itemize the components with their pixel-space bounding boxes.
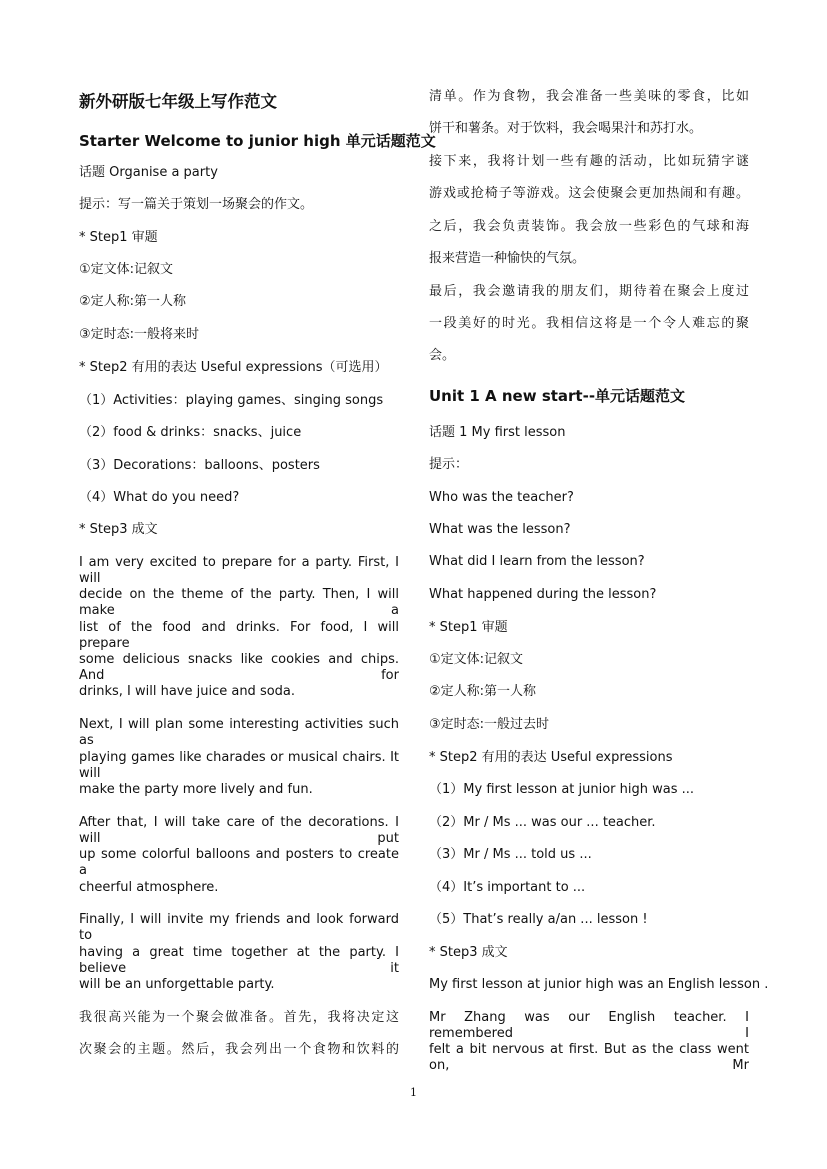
text-line: ②定人称:第一人称 [79, 294, 187, 309]
text-line: cheerful atmosphere. [79, 880, 219, 895]
text-line: 清单。作为食物，我会准备一些美味的零食，比如 [429, 89, 749, 104]
text-line: （5）That’s really a/an ... lesson ! [429, 912, 648, 927]
text-line: I am very excited to prepare for a party. First, I will [79, 555, 399, 586]
text-line: * Step2 有用的表达 Useful expressions（可选用） [79, 360, 388, 375]
text-line: My first lesson at junior high was an English lesson . [429, 977, 769, 992]
text-line: 饼干和薯条。对于饮料，我会喝果汁和苏打水。 [429, 121, 703, 136]
text-line: decide on the theme of the party. Then, I will make a [79, 587, 399, 618]
text-line: 接下来，我将计划一些有趣的活动，比如玩猜字谜 [429, 154, 749, 169]
text-line: （1）My first lesson at junior high was ... [429, 782, 695, 797]
text-line: Mr Zhang was our English teacher. I remembered I [429, 1010, 749, 1041]
text-line: Next, I will plan some interesting activities such as [79, 717, 399, 748]
text-line: ①定文体:记叙文 [79, 262, 174, 277]
text-line: （1）Activities：playing games、singing songs [79, 393, 384, 408]
text-line: having a great time together at the party. I believe it [79, 945, 399, 976]
text-line: * Step1 审题 [79, 230, 158, 245]
text-line: （3）Mr / Ms ... told us ... [429, 847, 592, 862]
text-line: What was the lesson? [429, 522, 571, 537]
text-line: make the party more lively and fun. [79, 782, 313, 797]
text-line: （3）Decorations：balloons、posters [79, 458, 320, 473]
text-line: 最后，我会邀请我的朋友们，期待着在聚会上度过 [429, 284, 749, 299]
text-line: ②定人称:第一人称 [429, 684, 537, 699]
text-line: up some colorful balloons and posters to create a [79, 847, 399, 878]
text-line: ①定文体:记叙文 [429, 652, 524, 667]
text-line: 提示： [429, 457, 469, 472]
text-line: * Step2 有用的表达 Useful expressions [429, 750, 673, 765]
text-line: 之后，我会负责装饰。我会放一些彩色的气球和海 [429, 219, 749, 234]
text-line: （4）What do you need? [79, 490, 240, 505]
text-line: * Step3 成文 [429, 945, 508, 960]
text-line: What happened during the lesson? [429, 587, 657, 602]
text-line: 话题 1 My first lesson [429, 425, 566, 440]
text-line: （4）It’s important to ... [429, 880, 586, 895]
text-line: ③定时态:一般将来时 [79, 327, 200, 342]
text-line: * Step3 成文 [79, 522, 158, 537]
text-line: 会。 [429, 348, 456, 363]
text-line: 话题 Organise a party [79, 165, 218, 180]
text-line: drinks, I will have juice and soda. [79, 684, 296, 699]
text-line: felt a bit nervous at first. But as the class went on, Mr [429, 1042, 749, 1073]
text-line: ③定时态:一般过去时 [429, 717, 550, 732]
heading: Starter Welcome to junior high 单元话题范文 [79, 132, 436, 150]
text-line: Finally, I will invite my friends and look forward to [79, 912, 399, 943]
text-line: Who was the teacher? [429, 490, 574, 505]
text-line: 我很高兴能为一个聚会做准备。首先，我将决定这 [79, 1010, 399, 1025]
heading: Unit 1 A new start--单元话题范文 [429, 387, 686, 405]
text-line: 游戏或抢椅子等游戏。这会使聚会更加热闹和有趣。 [429, 186, 749, 201]
text-line: 一段美好的时光。我相信这将是一个令人难忘的聚 [429, 316, 749, 331]
text-line: （2）food & drinks：snacks、juice [79, 425, 302, 440]
text-line: （2）Mr / Ms ... was our ... teacher. [429, 815, 656, 830]
text-line: some delicious snacks like cookies and chips. And for [79, 652, 399, 683]
heading: 新外研版七年级上写作范文 [79, 92, 277, 111]
text-line: 提示：写一篇关于策划一场聚会的作文。 [79, 197, 314, 212]
text-line: 次聚会的主题。然后，我会列出一个食物和饮料的 [79, 1042, 399, 1057]
text-line: What did I learn from the lesson? [429, 554, 645, 569]
text-line: will be an unforgettable party. [79, 977, 275, 992]
text-line: list of the food and drinks. For food, I will prepare [79, 620, 399, 651]
page-number: 1 [410, 1086, 417, 1099]
text-line: 报来营造一种愉快的气氛。 [429, 251, 586, 266]
text-line: After that, I will take care of the decorations. I will put [79, 815, 399, 846]
text-line: * Step1 审题 [429, 620, 508, 635]
text-line: playing games like charades or musical chairs. It will [79, 750, 399, 781]
